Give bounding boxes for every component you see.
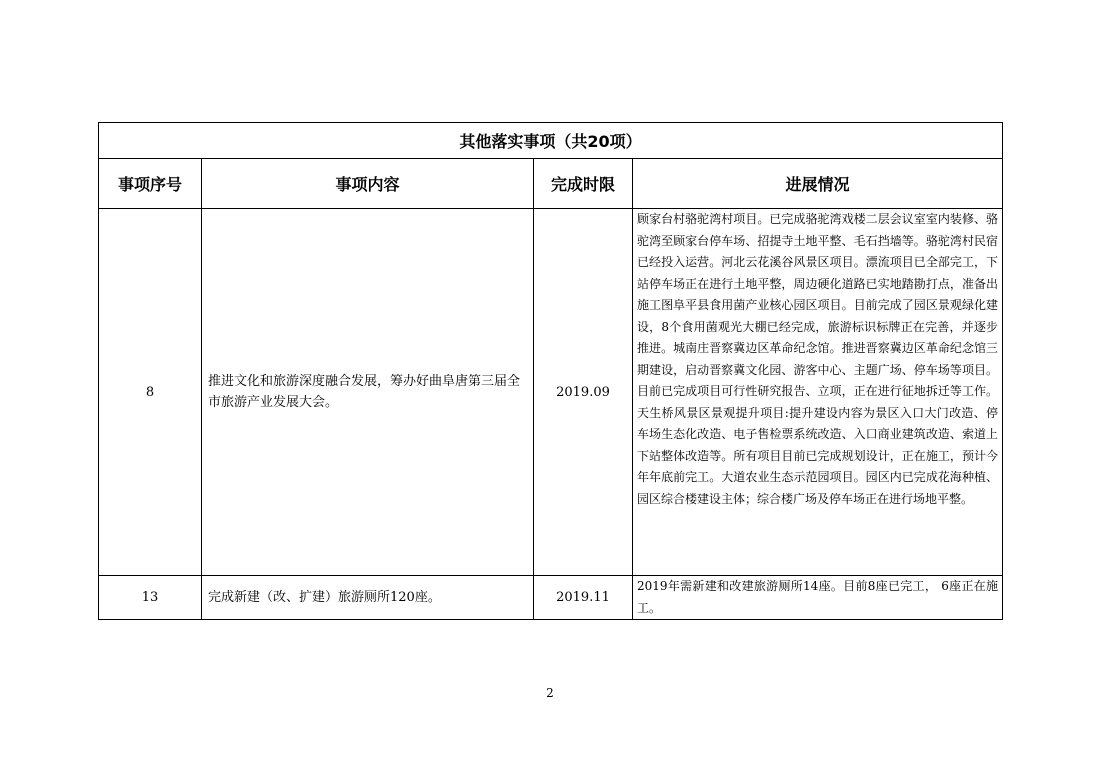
row-content: 完成新建（改、扩建）旅游厕所120座。 (202, 576, 534, 620)
row-number: 13 (99, 576, 202, 620)
table-row (99, 576, 1003, 620)
header-number: 事项序号 (99, 159, 202, 209)
table-row (99, 209, 1003, 576)
table-title: 其他落实事项（共20项） (99, 123, 1003, 159)
tasks-table (98, 122, 1003, 620)
header-content: 事项内容 (202, 159, 534, 209)
row-deadline: 2019.11 (534, 576, 633, 620)
row-progress: 顾家台村骆驼湾村项目。已完成骆驼湾戏楼二层会议室室内装修、骆驼湾至顾家台停车场、招提寺土地平整、毛石挡墙等。骆驼湾村民宿已经投入运营。河北云花溪谷风景区项目。漂流项目已全部完工，下站停车场正在进行土地平整，周边硬化道路已实地踏勘打点，准备出施工图阜平县食用菌产业核心园区项目。目前完成了园区景观绿化建设，8个食用菌观光大棚已经完成，旅游标识标牌正在完善，并逐步推进。城南庄晋察冀边区革命纪念馆。推进晋察冀边区革命纪念馆三期建设，启动晋察冀文化园、游客中心、主题广场、停车场等项目。目前已完成项目可行性研究报告、立项，正在进行征地拆迁等工作。天生桥风景区景观提升项目:提升建设内容为景区入口大门改造、停车场生态化改造、电子售检票系统改造、入口商业建筑改造、索道上下站整体改造等。所有项目目前已完成规划设计，正在施工，预计今年年底前完工。大道农业生态示范园项目。园区内已完成花海种植、园区综合楼建设主体；综合楼广场及停车场正在进行场地平整。 (633, 209, 1003, 576)
page-number: 2 (546, 686, 554, 700)
header-deadline: 完成时限 (534, 159, 633, 209)
row-content: 推进文化和旅游深度融合发展，筹办好曲阜唐第三届全市旅游产业发展大会。 (202, 209, 534, 576)
row-progress: 2019年需新建和改建旅游厕所14座。目前8座已完工， 6座正在施工。 (633, 576, 1003, 620)
row-number: 8 (99, 209, 202, 576)
row-deadline: 2019.09 (534, 209, 633, 576)
header-progress: 进展情况 (633, 159, 1003, 209)
